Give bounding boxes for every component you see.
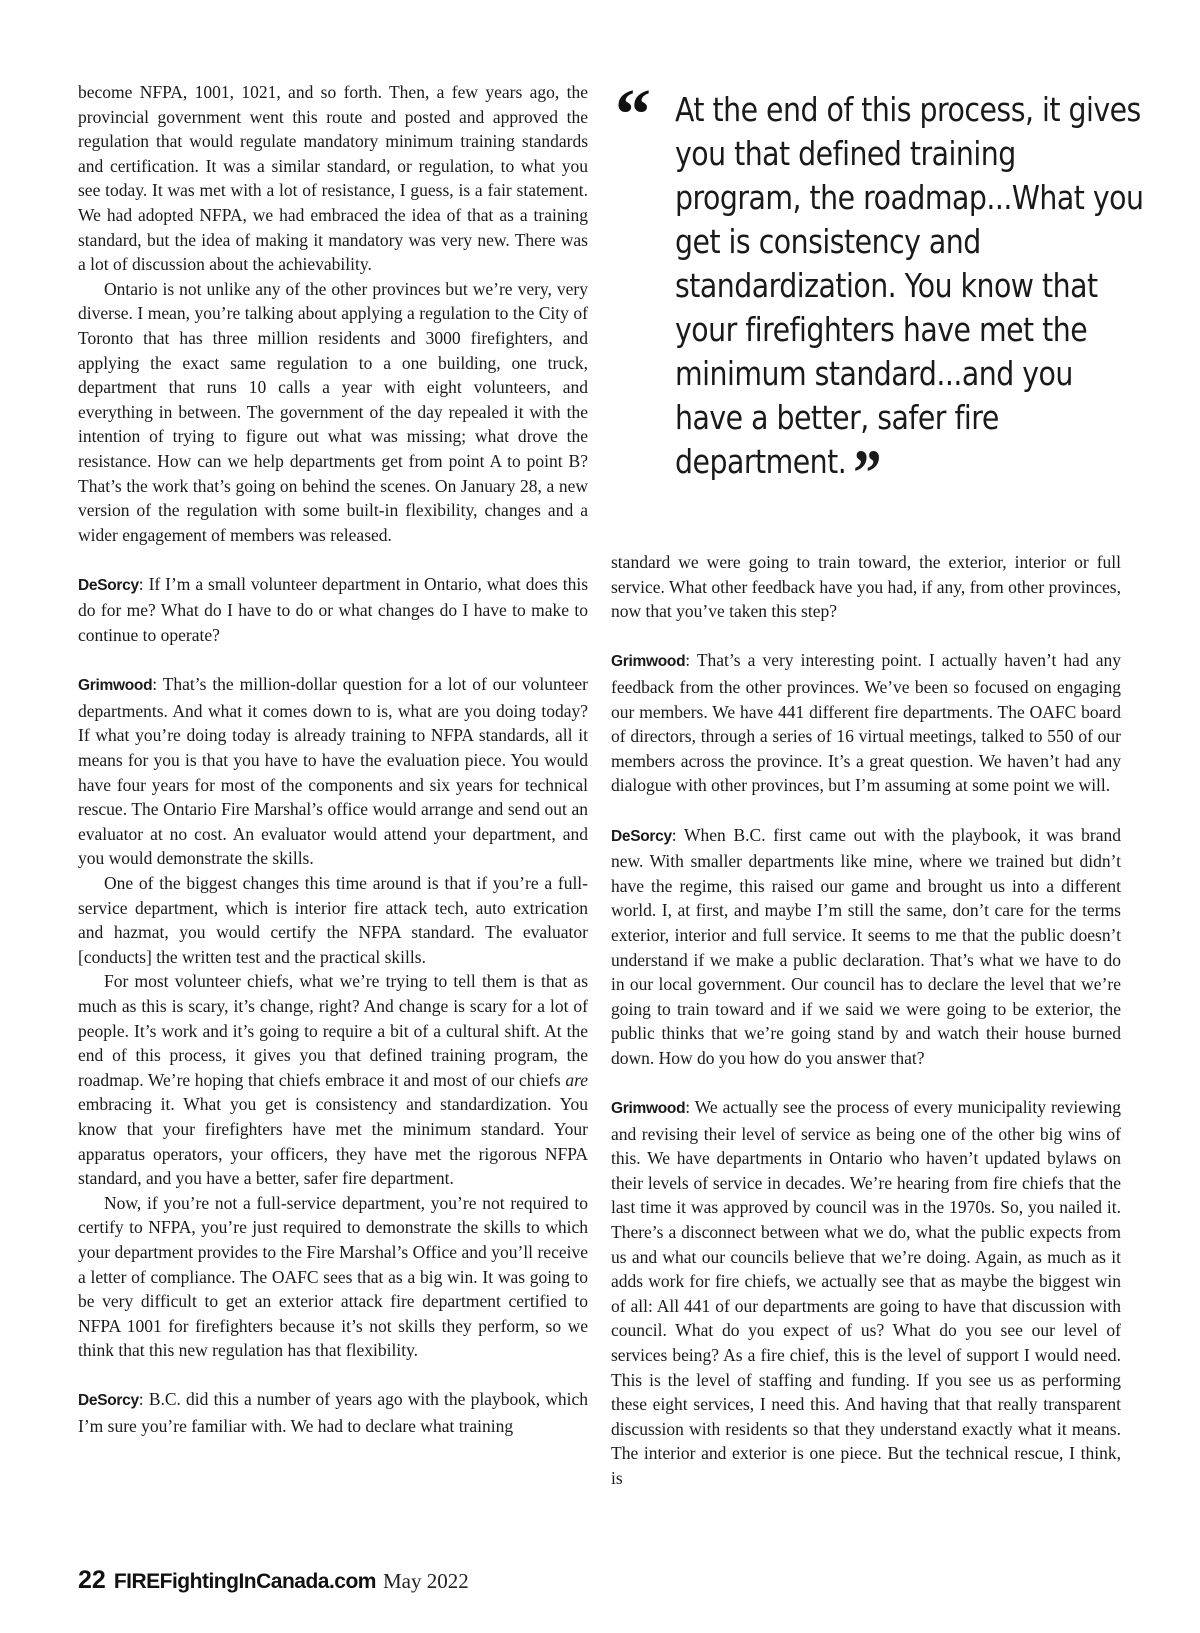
speaker-name: DeSorcy	[611, 827, 672, 845]
close-quote-mark: ”	[853, 437, 877, 510]
right-column	[611, 550, 1121, 1491]
publication-site: FIREFightingInCanada.com	[113, 1570, 376, 1593]
interview-answer: Grimwood: We actually see the process of every municipality reviewing and revising their level of service as being one of the other big wins of this. We have departments in Ontario who haven’t updated bylaws on their levels of service in decades. We’re hearing from fire chiefs that the last time it was approved by council was in the 1970s. So, you nailed it. There’s a disconnect between what we do, what the public expects from us and what our councils believe that we’re doing. Again, as much as it adds work for fire chiefs, we actually see that as maybe the biggest win of all: All 441 of our departments are going to have that discussion with council. What do you expect of us? What do you see our level of services being? As a fire chief, this is the level of support I would need. This is the level of staffing and funding. If you see us as performing these eight services, I need this. And having that that really transparent discussion with residents so that they understand exactly what it means. The interior and exterior is one piece. But the technical rescue, I think, is	[611, 1097, 1121, 1488]
page-footer	[78, 1566, 469, 1602]
paragraph: Ontario is not unlike any of the other provinces but we’re very, very diverse. I mean, you’re talking about applying a regulation to the City of Toronto that has three million residents and 3000 firefighters, and applying the exact same regulation to a one building, one truck, department that runs 10 calls a year with eight volunteers, and everything in between. The government of the day repealed it with the intention of trying to figure out what was missing; what drove the resistance. How can we help departments get from point A to point B? That’s the work that’s going on behind the scenes. On January 28, a new version of the regulation with some built-in flexibility, changes and a wider engagement of members was released.	[78, 278, 588, 545]
pull-quote-text: At the end of this process, it gives you that defined training program, the roadmap...What you get is consistency and standardization. You know that your firefighters have met the minimum standard...and you have a better, safer fire department. ”	[675, 90, 1144, 510]
paragraph-continued: standard we were going to train toward, the exterior, interior or full service. What other feedback have you had, if any, from other provinces, now that you’ve taken this step?	[611, 552, 1121, 622]
speaker-name: Grimwood	[78, 677, 153, 695]
speaker-name: Grimwood	[611, 1100, 686, 1118]
speaker-name: DeSorcy	[78, 1392, 139, 1410]
interview-question: DeSorcy: If I’m a small volunteer department in Ontario, what does this do for me? What do I have to do or what changes do I have to make to continue to operate?	[78, 573, 588, 646]
paragraph: One of the biggest changes this time around is that if you’re a full-service department, which is interior fire attack tech, auto extrication and hazmat, you would certify the NFPA standard. The evaluator [conducts] the written test and the practical skills.	[78, 873, 588, 967]
interview-question: DeSorcy: B.C. did this a number of years ago with the playbook, which I’m sure you’re familiar with. We had to declare what training	[78, 1389, 588, 1437]
paragraph: For most volunteer chiefs, what we’re trying to tell them is that as much as this is scary, it’s change, right? And change is scary for a lot of people. It’s work and it’s going to require a bit of a cultural shift. At the end of this process, it gives you that defined training program, the roadmap. We’re hoping that chiefs embrace it and most of our chiefs are embracing it. What you get is consistency and standardization. You know that your firefighters have met the minimum standard. Your apparatus operators, your officers, they have met the rigorous NFPA standard, and you have a better, safer fire department.	[78, 971, 588, 1189]
open-quote-mark: “	[615, 74, 651, 154]
pull-quote	[615, 74, 1145, 510]
interview-question: DeSorcy: When B.C. first came out with the playbook, it was brand new. With smaller departments like mine, where we trained but didn’t have the regime, this raised our game and brought us into a different world. I, at first, and maybe I’m still the same, don’t care for the terms exterior, interior and full service. It seems to me that the public doesn’t understand if we make a public declaration. That’s what we have to do in our local government. Our council has to declare the level that we’re going to train toward and if we said we were going to be exterior, the public thinks that we’re going stand by and watch their house burned down. How do you how do you answer that?	[611, 824, 1121, 1068]
interview-answer: Grimwood: That’s a very interesting point. I actually haven’t had any feedback from the other provinces. We’ve been so focused on engaging our members. We have 441 different fire departments. The OAFC board of directors, through a series of 16 virtual meetings, talked to 550 of our members across the province. It’s a great question. We haven’t had any dialogue with other provinces, but I’m assuming at some point we will.	[611, 650, 1121, 796]
left-column	[78, 80, 588, 1439]
paragraph: Now, if you’re not a full-service department, you’re not required to certify to NFPA, you’re just required to demonstrate the skills to which your department provides to the Fire Marshal’s Office and you’ll receive a letter of compliance. The OAFC sees that as a big win. It was going to be very difficult to get an exterior attack fire department certified to NFPA 1001 for firefighters because it’s not skills they perform, so we think that this new regulation has that flexibility.	[78, 1192, 588, 1361]
speaker-name: Grimwood	[611, 653, 686, 671]
interview-answer: Grimwood: That’s the million-dollar question for a lot of our volunteer departments. And what it comes down to is, what are you doing today? If what you’re doing today is already training to NFPA standards, all it means for you is that you have to have the evaluation piece. You would have four years for most of the components and six years for technical rescue. The Ontario Fire Marshal’s office would arrange and send out an evaluator at no cost. An evaluator would attend your department, and you would demonstrate the skills.	[78, 674, 588, 869]
issue-date: May 2022	[382, 1569, 469, 1593]
page-number: 22	[78, 1566, 106, 1594]
speaker-name: DeSorcy	[78, 576, 139, 594]
paragraph: become NFPA, 1001, 1021, and so forth. Then, a few years ago, the provincial government went this route and posted and approved the regulation that would regulate mandatory minimum training standards and certification. It was a similar standard, or regulation, to what you see today. It was met with a lot of resistance, I guess, is a fair statement. We had adopted NFPA, we had embraced the idea of that as a training standard, but the idea of making it mandatory was very new. There was a lot of discussion about the achievability.	[78, 82, 588, 275]
